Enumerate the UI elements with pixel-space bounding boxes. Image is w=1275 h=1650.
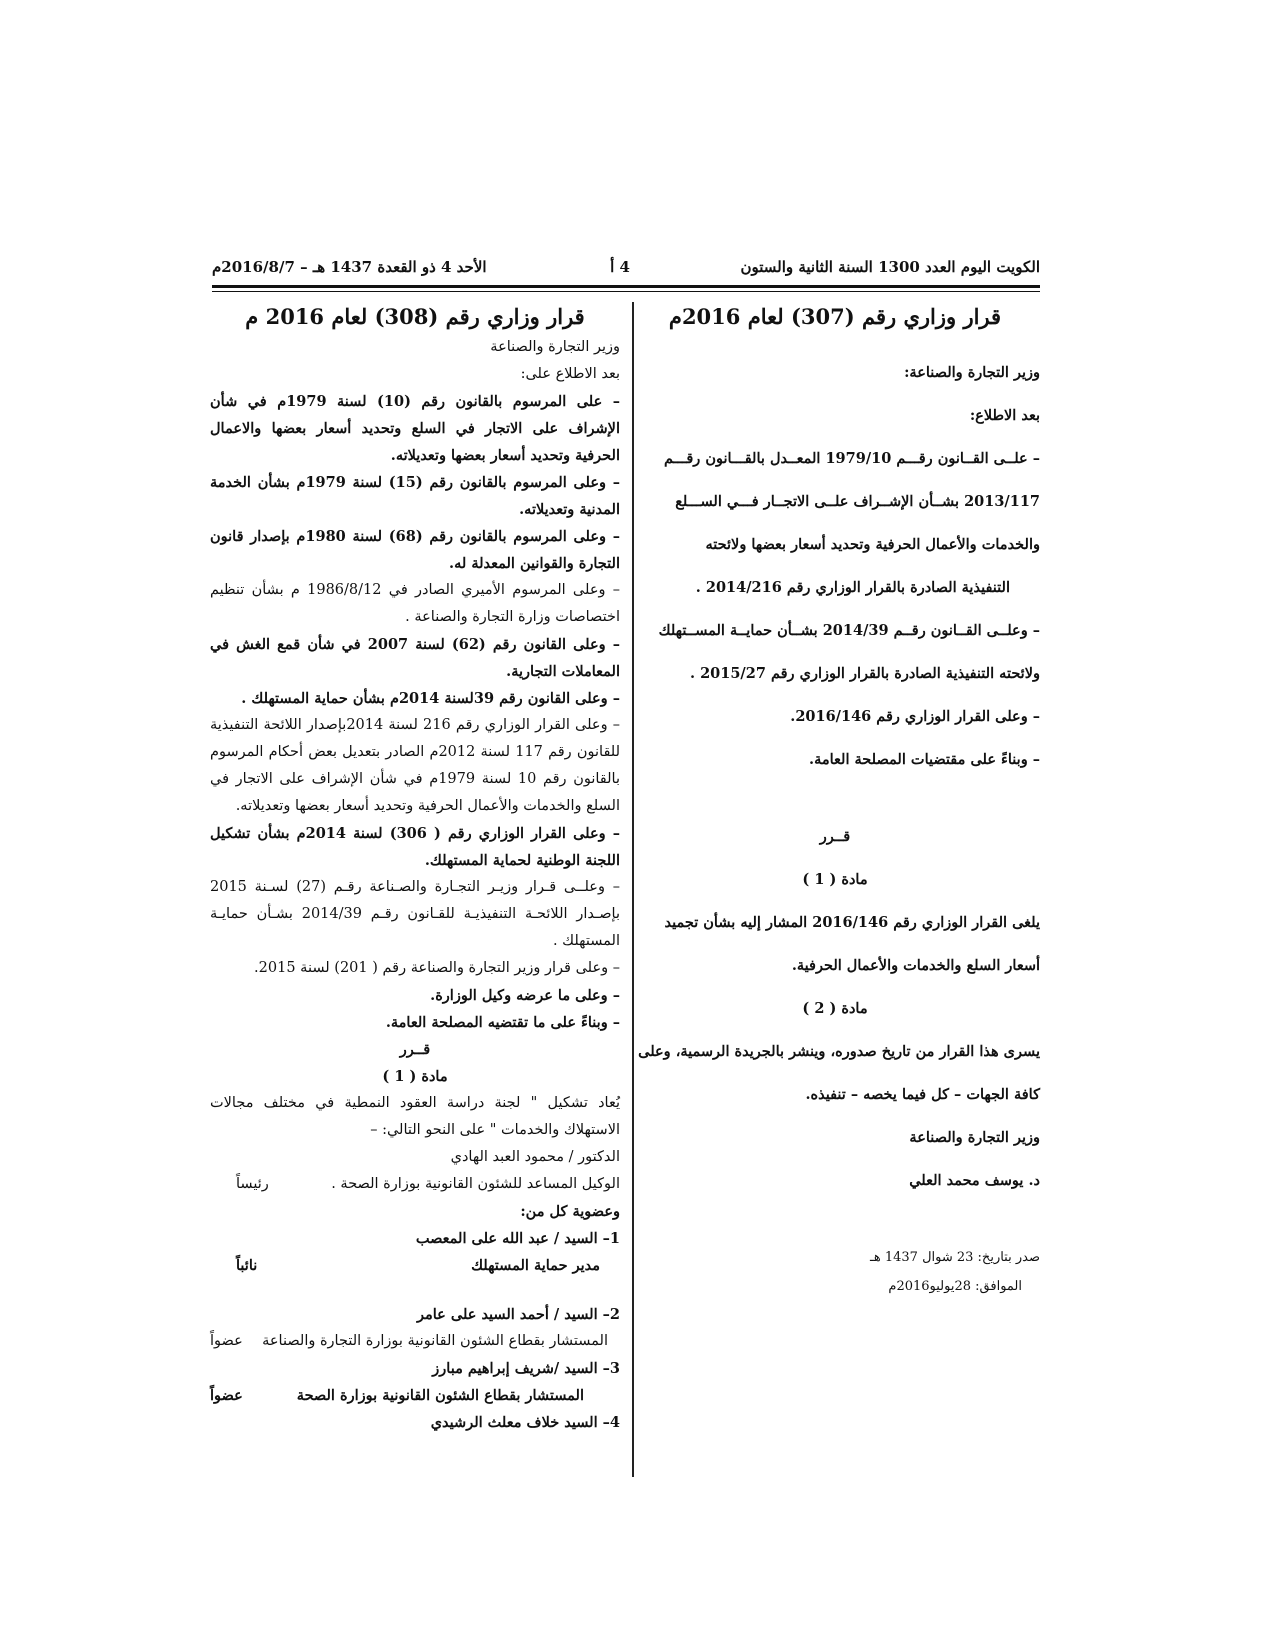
clause: – وعلــى قـرار وزيـر التجـارة والصـناعة رقـم (27) لسـنة 2015 بإصـدار اللائحـة التنفيذيـة للقـانون رقـم 2014/39 بشـأن حمايـة المستهلك . — [210, 879, 620, 949]
clause: ولائحته التنفيذية الصادرة بالقرار الوزاري رقم 2015/27 . — [689, 665, 1040, 682]
member-3-row — [210, 1382, 620, 1409]
decision-307 — [630, 300, 1040, 1301]
article-1-text: أسعار السلع والخدمات والأعمال الحرفية. — [791, 957, 1040, 974]
article-1-text: يُعاد تشكيل " لجنة دراسة العقود النمطية في مختلف مجالات الاستهلاك والخدمات " على النحو التالي: – — [210, 1095, 620, 1138]
clause: – وعلى القانون رقم (62) لسنة 2007 في شأن قمع الغش في المعاملات التجارية. — [210, 636, 620, 680]
article-1-text: يلغى القرار الوزاري رقم 2016/146 المشار إليه بشأن تجميد — [664, 914, 1040, 931]
member-3-role: عضواً — [210, 1387, 243, 1404]
clause: والخدمات والأعمال الحرفية وتحديد أسعار بعضها ولائحته — [705, 536, 1040, 553]
header-page-number: 4 أ — [610, 258, 630, 276]
clause: التنفيذية الصادرة بالقرار الوزاري رقم 2014/216 . — [695, 579, 1010, 596]
header-issue-info: الكويت اليوم العدد 1300 السنة الثانية والستون — [740, 258, 1040, 276]
clause: – وعلى قرار وزير التجارة والصناعة رقم ( 201) لسنة 2015. — [254, 960, 620, 976]
decided-heading: قــرر — [819, 828, 851, 845]
minister-line: وزير التجارة والصناعة — [490, 339, 620, 355]
decided-heading: قــرر — [399, 1041, 431, 1058]
issued-date: صدر بتاريخ: 23 شوال 1437 هـ — [870, 1250, 1040, 1265]
member-2-name: 2– السيد / أحمد السيد على عامر — [416, 1306, 620, 1323]
header-subrule — [212, 291, 1040, 292]
clause: – وعلى المرسوم بالقانون رقم (15) لسنة 1979م بشأن الخدمة المدنية وتعديلاته. — [210, 474, 620, 518]
clause: – وعلى القرار الوزاري رقم 216 لسنة 2014بإصدار اللائحة التنفيذية للقانون رقم 117 لسنة 2012م الصادر بتعديل بعض أحكام المرسوم بالقانون رقم 10 لسنة 1979م في شأن الإشراف على الاتجار في السلع والخدمات والأعمال الحرفية وتحديد أسعار بعضها وتعديلاته. — [210, 717, 621, 814]
chair-role: رئيساً — [236, 1176, 269, 1192]
clause: 2013/117 بشــأن الإشــراف علــى الاتجــار فـــي الســـلع — [675, 493, 1040, 510]
clause: – وعلى القرار الوزاري رقم ( 306) لسنة 2014م بشأن تشكيل اللجنة الوطنية لحماية المستهلك. — [210, 825, 620, 869]
decision-307-title: قرار وزاري رقم (307) لعام 2016م — [668, 304, 1002, 329]
clause: – علــى القــانون رقـــم 1979/10 المعــدل بالقـــانون رقـــم — [663, 450, 1040, 467]
member-2-position: المستشار بقطاع الشئون القانونية بوزارة التجارة والصناعة — [262, 1333, 608, 1349]
member-1-row — [210, 1252, 620, 1279]
decision-308 — [210, 300, 620, 1436]
chair-name: الدكتور / محمود العبد الهادي — [450, 1149, 620, 1165]
after-review-line: بعد الاطلاع على: — [520, 366, 620, 382]
minister-line: وزير التجارة والصناعة: — [904, 364, 1040, 381]
member-2-row — [210, 1328, 620, 1355]
member-3-name: 3– السيد /شريف إبراهيم مبارز — [432, 1360, 620, 1377]
chair-row — [210, 1171, 620, 1198]
decision-308-title: قرار وزاري رقم (308) لعام 2016 م — [245, 304, 585, 329]
corresponding-date: الموافق: 28يوليو2016م — [888, 1279, 1022, 1294]
clause: – وعلى القرار الوزاري رقم 2016/146. — [790, 708, 1040, 725]
clause: – وبناءً على مقتضيات المصلحة العامة. — [809, 751, 1040, 768]
article-2-text: كافة الجهات – كل فيما يخصه – تنفيذه. — [805, 1086, 1040, 1103]
article-2-heading: مادة ( 2 ) — [802, 1000, 868, 1017]
page-header — [212, 258, 1040, 280]
members-intro: وعضوية كل من: — [520, 1203, 620, 1220]
clause: – وعلى ما عرضه وكيل الوزارة. — [430, 987, 620, 1004]
signature-title: وزير التجارة والصناعة — [909, 1129, 1040, 1146]
clause: – على المرسوم بالقانون رقم (10) لسنة 1979م في شأن الإشراف على الاتجار في السلع وتحديد أسعار بعضها والاعمال الحرفية وتحديد أسعار بعضها وتعديلاته. — [210, 393, 620, 464]
clause: – وعلى المرسوم الأميري الصادر في 1986/8/12 م بشأن تنظيم اختصاصات وزارة التجارة والصناعة . — [210, 582, 620, 625]
clause: – وعلى القانون رقم 39لسنة 2014م بشأن حماية المستهلك . — [241, 690, 620, 707]
member-1-role: نائباً — [236, 1257, 258, 1274]
member-3-position: المستشار بقطاع الشئون القانونية بوزارة الصحة — [296, 1387, 584, 1404]
chair-position: الوكيل المساعد للشئون القانونية بوزارة الصحة . — [331, 1176, 620, 1192]
clause: – وبناءً على ما تقتضيه المصلحة العامة. — [385, 1014, 620, 1031]
member-2-role: عضواً — [210, 1333, 243, 1349]
signature-name: د. يوسف محمد العلي — [909, 1172, 1040, 1189]
article-1-heading: مادة ( 1 ) — [802, 871, 868, 888]
member-1-name: 1– السيد / عبد الله على المعصب — [415, 1230, 620, 1247]
member-1-position: مدير حماية المستهلك — [471, 1257, 600, 1274]
header-rule — [212, 285, 1040, 288]
article-2-text: يسرى هذا القرار من تاريخ صدوره، وينشر بالجريدة الرسمية، وعلى — [638, 1043, 1040, 1060]
clause: – وعلــى القــانون رقــم 2014/39 بشــأن حمايــة المســتهلك — [658, 622, 1040, 639]
article-1-heading: مادة ( 1 ) — [382, 1068, 448, 1085]
clause: – وعلى المرسوم بالقانون رقم (68) لسنة 1980م بإصدار قانون التجارة والقوانين المعدلة له. — [210, 528, 620, 572]
member-4-name: 4– السيد خلاف معلث الرشيدي — [430, 1414, 620, 1431]
after-review-line: بعد الاطلاع: — [969, 407, 1040, 424]
header-date: الأحد 4 ذو القعدة 1437 هـ – 2016/8/7م — [212, 258, 487, 276]
